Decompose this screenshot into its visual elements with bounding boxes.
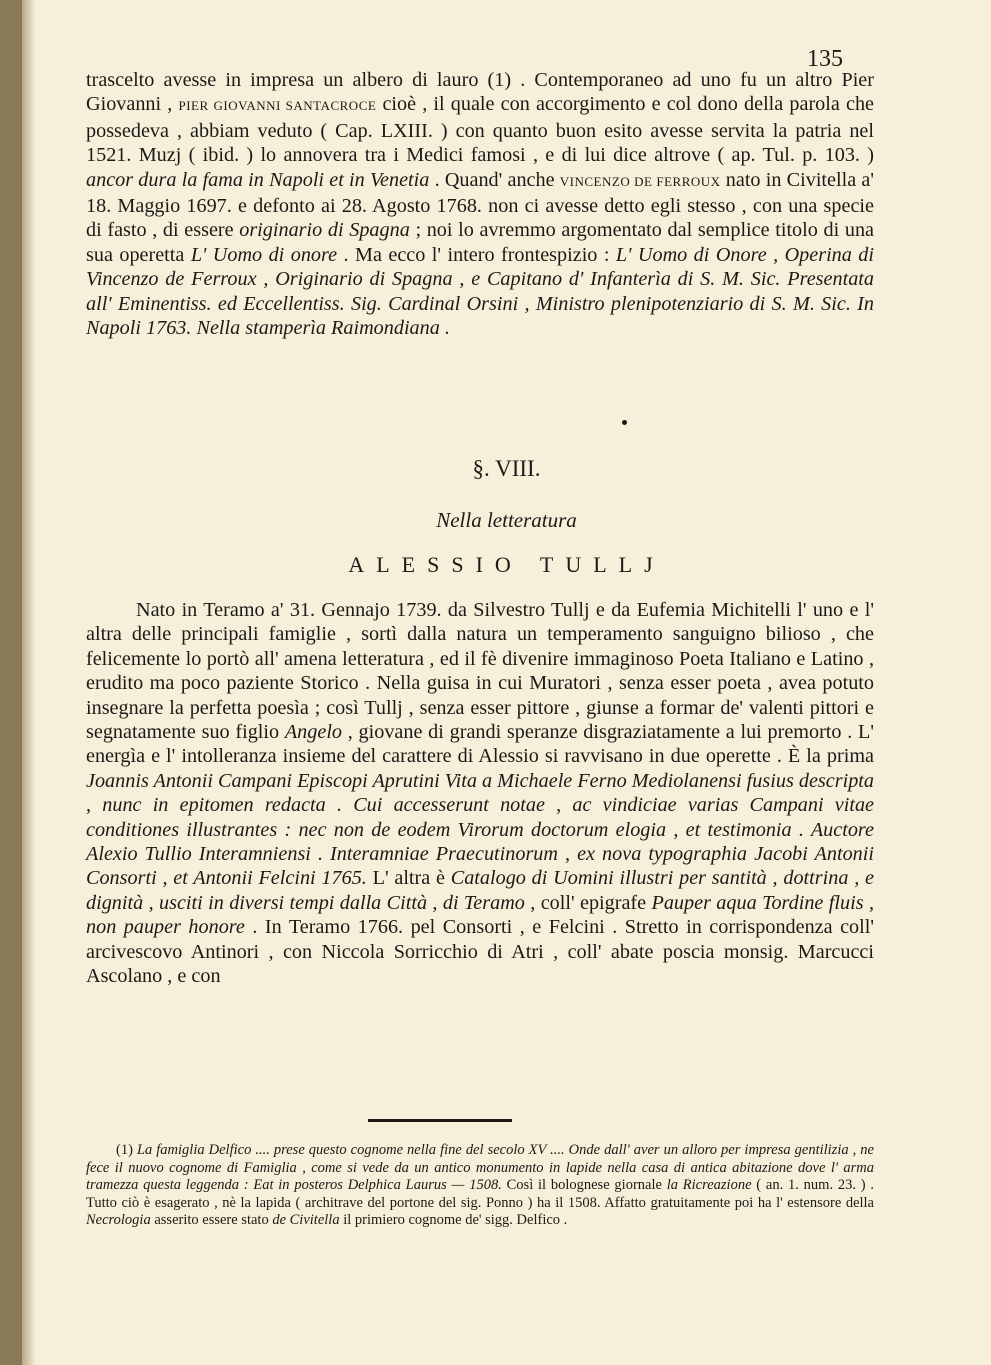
separator-dot: [622, 420, 627, 425]
text-run: , coll' epigrafe: [524, 891, 652, 914]
section-subtitle: Nella letteratura: [436, 508, 577, 532]
text-run: ( an. 1. num. 23. ) . Tutto ciò è esagerato , nè la lapida ( architrave del portone del sig. Ponno ) ha il 1508. Affatto gratuitamente poi ha l' estensore della: [86, 1177, 875, 1211]
section-number: §. VIII.: [472, 456, 541, 481]
epigraph-italic: Pauper aqua Tordine fluis , non pauper honore: [86, 891, 874, 939]
text-run: trascelto avesse in impresa un albero di lauro (1) . Contemporaneo ad uno fu un altro Pier Giovanni ,: [86, 69, 874, 116]
name-smallcaps: PIER GIOVANNI SANTACROCE: [178, 98, 377, 114]
text-run: L' altra è: [366, 867, 451, 890]
page-number: 135: [807, 46, 843, 72]
text-run: il primiero cognome de' sigg. Delfico .: [339, 1212, 568, 1228]
text-run: cioè , il quale con accorgimento e col dono della parola che possedeva , abbiam veduto ( Cap. LXIII. ) con quanto buon esito avesse servita la patria nel 1521. Muzj ( ibid. ) lo annovera tra i Medici famosi , e di lui dice altrove ( ap. Tul. p. 103. ): [86, 93, 874, 167]
name-smallcaps: VINCENZO DE FERROUX: [559, 173, 721, 189]
title-italic: L' Uomo di onore: [190, 243, 338, 266]
text-run: . In Teramo 1766. pel Consorti , e Felcini . Stretto in corrispondenza coll' arcivescovo Antinori , con Niccola Sorricchio di Atri , coll' abate poscia monsig. Marcucci Ascolano , e con: [86, 916, 874, 988]
section-heading-name: ALESSIO TULLJ: [348, 552, 665, 577]
book-title-italic: Joannis Antonii Campani Episcopi Aprutini Vita a Michaele Ferno Mediolanensi fusius descripta , nunc in epitomen redacta . Cui accesserunt notae , ac vindiciae varias Campani vitae conditiones illustrantes : nec non de eodem Virorum doctorum elogia , et testimonia . Auctore Alexio Tullio Interamniensi . Interamniae Praecutinorum , ex nova typographia Jacobi Antonii Consorti , et Antonii Felcini 1765.: [86, 769, 874, 890]
paragraph-text: [86, 598, 874, 989]
text-run: ; noi lo avremmo argomentato dal semplice titolo di una sua operetta: [86, 219, 874, 266]
biography-paragraph: [86, 598, 874, 989]
text-run: Nato in Teramo a' 31. Gennajo 1739. da Silvestro Tullj e da Eufemia Michitelli l' uno e l' altra delle principali famiglie , sortì dalla natura un temperamento sanguigno bilioso , che felicemente lo portò all' amena letteratura , ed il fè divenire immaginoso Poeta Italiano e Latino , erudito ma poco paziente Storico . Nella guisa in cui Muratori , senza esser poeta , avea potuto insegnare la perfetta poesìa ; così Tullj , senza esser pittore , giunse a formar de' valenti pittori e segnatamente suo figlio: [86, 599, 874, 744]
book-title-italic: Catalogo di Uomini illustri per santità , dottrina , e dignità , usciti in diversi tempi dalla Città , di Teramo: [86, 867, 874, 914]
quote-italic: originario di Spagna: [239, 219, 410, 242]
quote-italic: ancor dura la fama in Napoli et in Venetia: [86, 168, 430, 191]
text-run: nato in Civitella a' 18. Maggio 1697. e defonto ai 28. Agosto 1768. non ci avesse detto egli stesso , con una specie di fasto , di essere: [86, 168, 874, 242]
quote-italic: La famiglia Delfico .... prese questo cognome nella fine del secolo XV .... Onde dall' aver un alloro per impresa gentilizia , ne fece il nuovo cognome di Famiglia , come si vede da un antico monumento in lapide nella casa di antica abitazione dove l' arma tramezza questa leggenda : Eat in posteros Delphica Laurus — 1508.: [86, 1142, 874, 1193]
title-italic: Necrologia: [86, 1212, 151, 1228]
name-italic: Angelo: [284, 721, 343, 744]
footnote: [86, 1142, 874, 1230]
footnote-marker: (1): [116, 1142, 137, 1158]
text-run: , giovane di grandi speranze disgraziatamente a lui premorto . L' energìa e l' intolleranza insieme del carattere di Alessio si ravvisano in due operette . È la prima: [86, 721, 874, 768]
name-italic: de Civitella: [272, 1212, 340, 1228]
continued-paragraph: [86, 68, 874, 340]
paragraph-text: [86, 68, 874, 340]
text-run: . Quand' anche: [429, 168, 560, 191]
footnote-rule: [368, 1119, 512, 1122]
footnote-text: [86, 1142, 874, 1230]
text-run: Così il bolognese giornale: [501, 1177, 667, 1193]
book-page: [22, 0, 991, 1365]
text-run: asserito essere stato: [150, 1212, 273, 1228]
journal-italic: la Ricreazione: [666, 1177, 752, 1193]
text-run: . Ma ecco l' intero frontespizio :: [337, 243, 616, 266]
frontispiece-italic: L' Uomo di Onore , Operina di Vincenzo de Ferroux , Originario di Spagna , e Capitano d' Infanterìa di S. M. Sic. Presentata all' Eminentiss. ed Eccellentiss. Sig. Cardinal Orsini , Ministro plenipotenziario di S. M. Sic. In Napoli 1763. Nella stamperìa Raimondiana .: [86, 243, 875, 340]
